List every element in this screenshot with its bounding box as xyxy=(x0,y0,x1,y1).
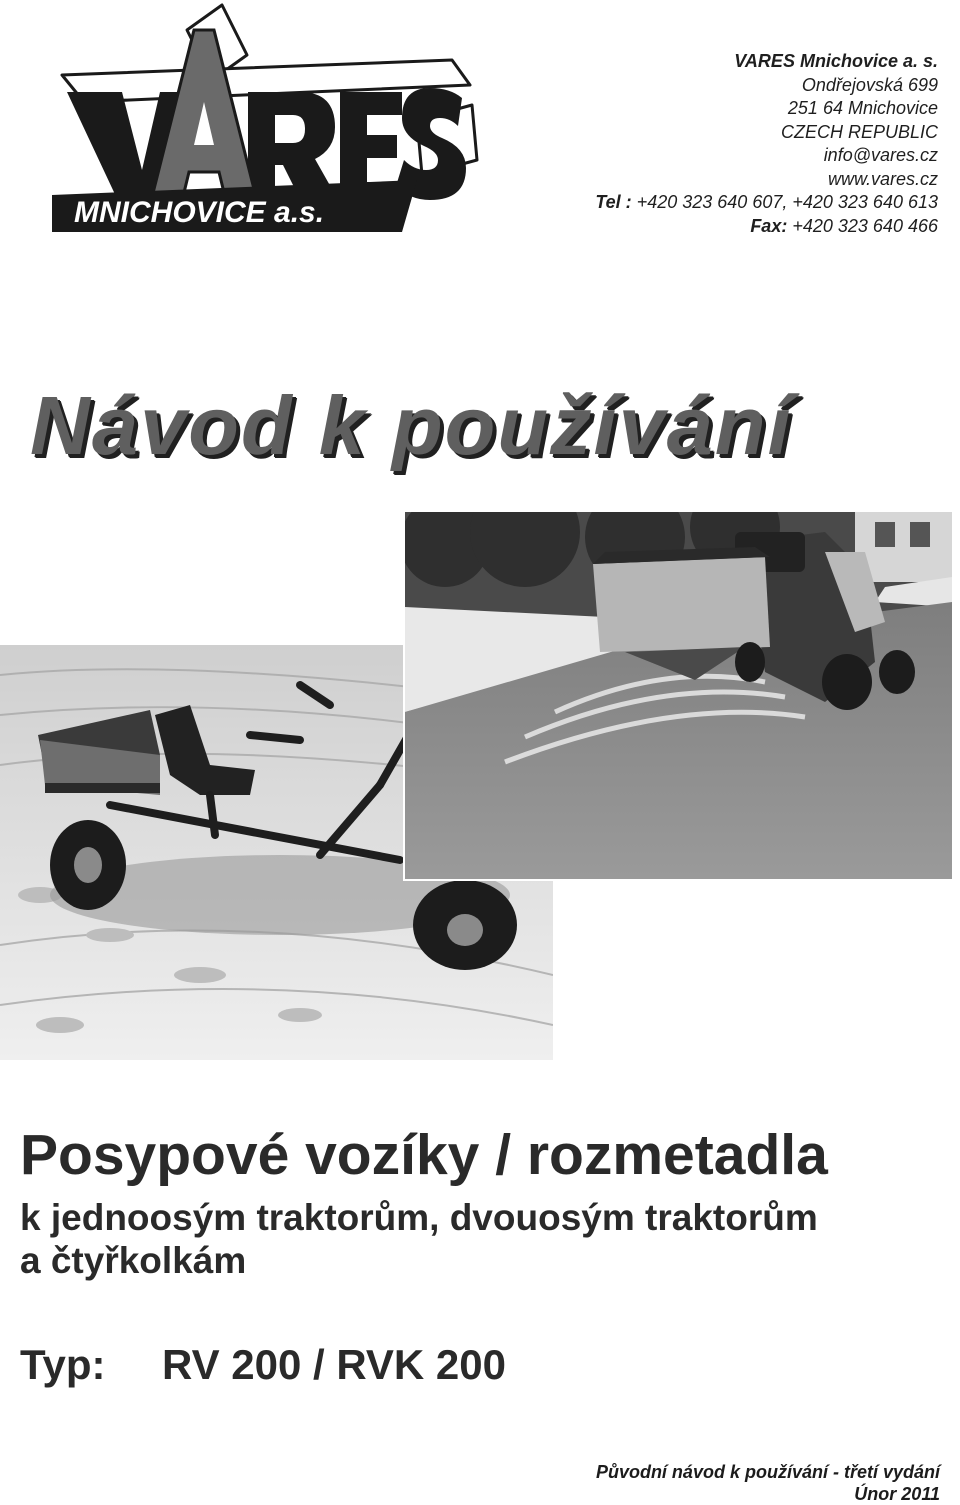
city-address: 251 64 Mnichovice xyxy=(787,98,938,118)
vares-logo xyxy=(22,0,492,250)
logo-subtext: MNICHOVICE a.s. xyxy=(74,196,325,229)
type-value: RV 200 / RVK 200 xyxy=(162,1341,506,1388)
tel-value: +420 323 640 607, +420 323 640 613 xyxy=(636,192,938,212)
page-title: Návod k používání xyxy=(30,379,793,472)
photo-ride-on-tractor-spreader xyxy=(403,512,952,881)
fax-label: Fax: xyxy=(750,215,788,236)
fax-line xyxy=(478,215,938,239)
edition-line: Původní návod k používání - třetí vydání xyxy=(595,1462,940,1482)
tel-line xyxy=(478,191,938,215)
type-label: Typ: xyxy=(20,1341,106,1388)
edition-date: Únor 2011 xyxy=(854,1484,940,1504)
email-link[interactable]: info@vares.cz xyxy=(823,145,938,165)
product-title: Posypové vozíky / rozmetadla xyxy=(20,1123,828,1187)
street-address: Ondřejovská 699 xyxy=(801,74,938,95)
product-subtitle xyxy=(20,1196,940,1282)
company-name: VARES Mnichovice a. s. xyxy=(734,51,938,71)
tel-label: Tel : xyxy=(595,192,632,212)
edition-footer xyxy=(596,1461,940,1505)
product-subtitle-line-1: k jednoosým traktorům, dvouosým traktorům xyxy=(20,1197,818,1238)
fax-value: +420 323 640 466 xyxy=(792,215,938,236)
contact-block xyxy=(478,50,938,238)
country: CZECH REPUBLIC xyxy=(780,121,938,142)
web-link[interactable]: www.vares.cz xyxy=(827,168,938,189)
product-subtitle-line-2: a čtyřkolkám xyxy=(20,1240,247,1281)
